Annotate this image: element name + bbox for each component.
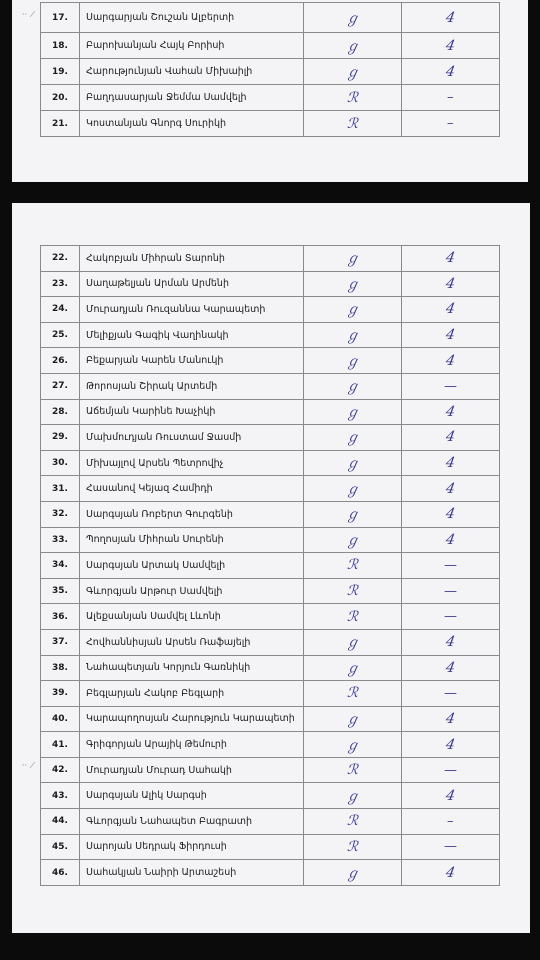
row-number-cell — [41, 629, 80, 655]
student-name: Նահապետյան Կորյուն Գառնիկի — [86, 662, 251, 674]
handwritten-grade: 4 — [444, 301, 457, 318]
row-number-cell — [41, 322, 80, 348]
student-name: Սաղաթելյան Արման Արմենի — [86, 278, 229, 290]
handwritten-mark-cell — [304, 476, 402, 502]
student-name: Ալեքսանյան Սամվել Լևոնի — [86, 611, 221, 623]
handwritten-mark-cell — [304, 297, 402, 323]
handwritten-grade: — — [442, 557, 459, 573]
table-row — [41, 604, 500, 630]
row-number: 24. — [52, 304, 68, 315]
handwritten-grade-cell — [402, 33, 500, 59]
student-name: Գրիգորյան Արայիկ Թեմուրի — [86, 739, 227, 751]
handwritten-grade-cell — [402, 450, 500, 476]
row-number-cell — [41, 553, 80, 579]
handwritten-mark-cell — [304, 3, 402, 33]
handwritten-mark-cell — [304, 59, 402, 85]
handwritten-grade: 4 — [444, 864, 457, 881]
handwritten-mark-cell — [304, 783, 402, 809]
student-name: Կարապողոսյան Հարություն Կարապետի — [86, 713, 295, 725]
handwritten-grade-cell — [402, 757, 500, 783]
handwritten-grade-cell — [402, 706, 500, 732]
handwritten-mark-cell — [304, 271, 402, 297]
student-name-cell — [80, 450, 304, 476]
handwritten-grade-cell — [402, 629, 500, 655]
student-name-cell — [80, 706, 304, 732]
row-number-cell — [41, 373, 80, 399]
handwritten-grade-cell — [402, 604, 500, 630]
handwritten-grade: – — [445, 116, 456, 131]
handwritten-mark-cell — [304, 425, 402, 451]
student-name: Մուրադյան Մուրադ Սահակի — [86, 764, 232, 776]
student-name-cell — [80, 553, 304, 579]
student-name: Բարոխանյան Հայկ Բորիսի — [86, 40, 225, 51]
handwritten-mark: ℛ — [346, 685, 359, 702]
student-name-cell — [80, 59, 304, 85]
student-name: Միխայլով Արսեն Պետրովիչ — [86, 457, 224, 469]
student-name-cell — [80, 271, 304, 297]
handwritten-grade-cell — [402, 111, 500, 137]
row-number-cell — [41, 246, 80, 272]
handwritten-mark: ℊ — [345, 404, 360, 421]
student-name-cell — [80, 578, 304, 604]
row-number: 37. — [52, 637, 68, 648]
student-name: Թորոսյան Շիրակ Արտեմի — [86, 380, 218, 392]
row-number-cell — [41, 501, 80, 527]
handwritten-mark: ℊ — [345, 328, 360, 345]
student-name-cell — [80, 629, 304, 655]
table-row — [41, 629, 500, 655]
student-name: Մախմուդյան Ռուստամ Ջասմի — [86, 431, 242, 443]
student-name: Մուրադյան Ռուզաննա Կարապետի — [86, 303, 266, 315]
handwritten-mark: ℊ — [345, 276, 360, 293]
handwritten-mark-cell — [304, 246, 402, 272]
student-name: Սարոյան Սեդրակ Ֆիրդուսի — [86, 841, 227, 853]
row-number: 21. — [52, 118, 68, 129]
row-number-cell — [41, 348, 80, 374]
document-page-1 — [12, 0, 528, 182]
row-number: 28. — [52, 406, 68, 417]
handwritten-mark: ℊ — [345, 711, 360, 728]
table-row — [41, 706, 500, 732]
table-row — [41, 33, 500, 59]
row-number-cell — [41, 655, 80, 681]
table-row — [41, 59, 500, 85]
handwritten-grade-cell — [402, 732, 500, 758]
table-row — [41, 348, 500, 374]
handwritten-mark: ℊ — [345, 379, 360, 396]
handwritten-mark-cell — [304, 681, 402, 707]
handwritten-mark-cell — [304, 399, 402, 425]
table-row — [41, 476, 500, 502]
table-row — [41, 399, 500, 425]
table-row — [41, 246, 500, 272]
student-name: Հովհաննիսյան Արսեն Ռաֆայելի — [86, 636, 251, 648]
row-number: 44. — [52, 816, 68, 827]
handwritten-mark-cell — [304, 373, 402, 399]
handwritten-grade: 4 — [444, 63, 457, 80]
student-name-cell — [80, 399, 304, 425]
row-number-cell — [41, 732, 80, 758]
handwritten-mark: ℊ — [345, 430, 360, 447]
row-number: 17. — [52, 12, 68, 23]
table-row — [41, 809, 500, 835]
handwritten-mark: ℊ — [345, 788, 360, 805]
handwritten-grade-cell — [402, 527, 500, 553]
student-name: Սարգսյան Արտակ Սամվելի — [86, 559, 226, 571]
row-number-cell — [41, 297, 80, 323]
handwritten-grade: — — [442, 685, 459, 701]
row-number-cell — [41, 33, 80, 59]
student-name-cell — [80, 3, 304, 33]
row-number: 46. — [52, 867, 68, 878]
handwritten-grade: 4 — [444, 634, 457, 651]
student-name-cell — [80, 783, 304, 809]
row-number: 22. — [52, 253, 68, 264]
student-name-cell — [80, 322, 304, 348]
handwritten-grade: — — [442, 378, 459, 394]
row-number: 25. — [52, 330, 68, 341]
handwritten-grade: 4 — [444, 531, 457, 548]
handwritten-grade-cell — [402, 246, 500, 272]
handwritten-grade-cell — [402, 373, 500, 399]
roster-table-body — [41, 246, 500, 886]
handwritten-grade: 4 — [444, 352, 457, 369]
table-row — [41, 578, 500, 604]
row-number-cell — [41, 59, 80, 85]
handwritten-grade-cell — [402, 501, 500, 527]
handwritten-grade: 4 — [444, 506, 457, 523]
student-name: Գևորգյան Նահապետ Բագրատի — [86, 815, 253, 827]
handwritten-grade-cell — [402, 3, 500, 33]
handwritten-grade: 4 — [444, 480, 457, 497]
student-name: Հասանով Կեյազ Համիդի — [86, 483, 213, 495]
student-name: Բաղդասարյան Ջեմմա Սամվելի — [86, 92, 247, 103]
row-number-cell — [41, 706, 80, 732]
handwritten-grade-cell — [402, 809, 500, 835]
row-number: 33. — [52, 534, 68, 545]
table-row — [41, 271, 500, 297]
row-number: 34. — [52, 560, 68, 571]
student-name-cell — [80, 527, 304, 553]
handwritten-grade: 4 — [444, 250, 457, 267]
handwritten-grade: — — [442, 609, 459, 625]
student-name: Գևորգյան Արթուր Սամվելի — [86, 585, 223, 597]
handwritten-mark: ℊ — [345, 865, 360, 882]
table-row — [41, 297, 500, 323]
handwritten-mark: ℊ — [345, 456, 360, 473]
handwritten-mark-cell — [304, 85, 402, 111]
handwritten-grade-cell — [402, 297, 500, 323]
handwritten-grade: — — [442, 583, 459, 599]
handwritten-mark: ℛ — [346, 89, 359, 106]
row-number-cell — [41, 85, 80, 111]
row-number-cell — [41, 604, 80, 630]
handwritten-grade-cell — [402, 399, 500, 425]
handwritten-grade: 4 — [444, 659, 457, 676]
handwritten-mark: ℊ — [345, 353, 360, 370]
handwritten-mark: ℊ — [345, 251, 360, 268]
table-row — [41, 111, 500, 137]
handwritten-mark: ℛ — [346, 762, 359, 779]
student-name-cell — [80, 111, 304, 137]
handwritten-grade-cell — [402, 860, 500, 886]
row-number-cell — [41, 860, 80, 886]
row-number: 29. — [52, 432, 68, 443]
handwritten-grade: – — [445, 90, 456, 105]
handwritten-mark: ℊ — [345, 660, 360, 677]
student-name-cell — [80, 809, 304, 835]
row-number: 36. — [52, 611, 68, 622]
row-number-cell — [41, 3, 80, 33]
roster-table — [40, 2, 500, 137]
student-name: Սարգսյան Ալիկ Սարգսի — [86, 790, 207, 802]
row-number: 41. — [52, 739, 68, 750]
handwritten-grade: 4 — [444, 37, 457, 54]
handwritten-grade-cell — [402, 783, 500, 809]
row-number: 38. — [52, 662, 68, 673]
bottom-strip — [0, 940, 540, 960]
margin-mark: ·· ⟋ — [22, 761, 36, 770]
handwritten-mark-cell — [304, 732, 402, 758]
handwritten-grade-cell — [402, 476, 500, 502]
handwritten-mark-cell — [304, 322, 402, 348]
row-number: 23. — [52, 278, 68, 289]
row-number-cell — [41, 476, 80, 502]
student-name: Սարգսյան Ռոբերտ Գուրգենի — [86, 508, 233, 520]
student-name-cell — [80, 501, 304, 527]
margin-mark: ·· ⟋ — [22, 10, 36, 19]
row-number: 20. — [52, 92, 68, 103]
handwritten-grade: 4 — [444, 403, 457, 420]
handwritten-mark-cell — [304, 348, 402, 374]
student-name: Հակոբյան Միհրան Տարոնի — [86, 252, 225, 264]
student-name-cell — [80, 757, 304, 783]
row-number: 35. — [52, 586, 68, 597]
student-name: Մելիքյան Գագիկ Վաղինակի — [86, 329, 229, 341]
row-number-cell — [41, 809, 80, 835]
roster-table — [40, 245, 500, 886]
student-name-cell — [80, 348, 304, 374]
document-page-2 — [12, 203, 530, 933]
student-name-cell — [80, 476, 304, 502]
handwritten-mark: ℊ — [345, 481, 360, 498]
handwritten-mark: ℛ — [346, 115, 359, 132]
table-row — [41, 860, 500, 886]
row-number: 18. — [52, 40, 68, 51]
student-name: Աճեմյան Կարինե Խաչիկի — [86, 406, 216, 418]
student-name-cell — [80, 604, 304, 630]
row-number-cell — [41, 834, 80, 860]
row-number: 26. — [52, 355, 68, 366]
table-row — [41, 85, 500, 111]
student-name-cell — [80, 85, 304, 111]
handwritten-mark: ℊ — [345, 532, 360, 549]
student-name-cell — [80, 834, 304, 860]
student-name-cell — [80, 297, 304, 323]
table-row — [41, 757, 500, 783]
row-number: 45. — [52, 841, 68, 852]
row-number: 42. — [52, 765, 68, 776]
table-row — [41, 553, 500, 579]
handwritten-grade-cell — [402, 834, 500, 860]
handwritten-grade: 4 — [444, 736, 457, 753]
handwritten-mark-cell — [304, 450, 402, 476]
table-row — [41, 501, 500, 527]
row-number-cell — [41, 425, 80, 451]
table-row — [41, 783, 500, 809]
student-name: Բեգլարյան Հակոբ Բեգլարի — [86, 687, 225, 699]
table-row — [41, 681, 500, 707]
handwritten-mark-cell — [304, 111, 402, 137]
row-number-cell — [41, 681, 80, 707]
row-number: 31. — [52, 483, 68, 494]
row-number-cell — [41, 527, 80, 553]
handwritten-grade-cell — [402, 681, 500, 707]
row-number: 19. — [52, 66, 68, 77]
handwritten-mark-cell — [304, 757, 402, 783]
handwritten-grade: — — [442, 839, 459, 855]
handwritten-grade-cell — [402, 553, 500, 579]
handwritten-grade: 4 — [444, 455, 457, 472]
table-row — [41, 834, 500, 860]
roster-table-body — [41, 3, 500, 137]
handwritten-mark: ℊ — [345, 737, 360, 754]
handwritten-mark: ℛ — [346, 838, 359, 855]
handwritten-grade: 4 — [444, 787, 457, 804]
student-name-cell — [80, 425, 304, 451]
row-number: 32. — [52, 509, 68, 520]
handwritten-grade-cell — [402, 322, 500, 348]
row-number-cell — [41, 450, 80, 476]
handwritten-mark-cell — [304, 33, 402, 59]
handwritten-mark-cell — [304, 834, 402, 860]
row-number: 30. — [52, 458, 68, 469]
handwritten-mark-cell — [304, 604, 402, 630]
student-name: Պողոսյան Միհրան Սուրենի — [86, 534, 224, 546]
handwritten-grade: 4 — [444, 9, 457, 26]
table-row — [41, 3, 500, 33]
student-name-cell — [80, 373, 304, 399]
student-name-cell — [80, 655, 304, 681]
row-number-cell — [41, 271, 80, 297]
table-row — [41, 373, 500, 399]
handwritten-grade-cell — [402, 425, 500, 451]
handwritten-mark-cell — [304, 860, 402, 886]
row-number-cell — [41, 757, 80, 783]
student-name: Սահակյան Նաիրի Արտաշեսի — [86, 867, 237, 879]
table-row — [41, 732, 500, 758]
handwritten-mark: ℛ — [346, 608, 359, 625]
handwritten-grade: 4 — [444, 275, 457, 292]
handwritten-grade-cell — [402, 348, 500, 374]
student-name: Սարգարյան Շուշան Ալբերտի — [86, 12, 235, 23]
student-name-cell — [80, 33, 304, 59]
table-row — [41, 425, 500, 451]
handwritten-grade: 4 — [444, 429, 457, 446]
row-number-cell — [41, 399, 80, 425]
handwritten-mark: ℊ — [345, 10, 360, 27]
row-number-cell — [41, 578, 80, 604]
handwritten-mark: ℊ — [345, 64, 360, 81]
handwritten-mark-cell — [304, 501, 402, 527]
handwritten-grade-cell — [402, 578, 500, 604]
table-row — [41, 322, 500, 348]
table-row — [41, 450, 500, 476]
handwritten-mark-cell — [304, 809, 402, 835]
row-number-cell — [41, 111, 80, 137]
handwritten-mark-cell — [304, 706, 402, 732]
handwritten-mark-cell — [304, 655, 402, 681]
handwritten-grade-cell — [402, 85, 500, 111]
handwritten-grade: — — [442, 762, 459, 778]
handwritten-mark: ℛ — [346, 557, 359, 574]
row-number-cell — [41, 783, 80, 809]
handwritten-mark-cell — [304, 629, 402, 655]
row-number: 43. — [52, 790, 68, 801]
handwritten-mark: ℊ — [345, 507, 360, 524]
handwritten-grade: – — [445, 813, 456, 829]
row-number: 27. — [52, 381, 68, 392]
handwritten-mark: ℛ — [346, 583, 359, 600]
student-name: Հարությունյան Վահան Միխաիլի — [86, 66, 253, 77]
row-number: 39. — [52, 688, 68, 699]
student-name-cell — [80, 732, 304, 758]
handwritten-grade-cell — [402, 655, 500, 681]
handwritten-grade-cell — [402, 271, 500, 297]
handwritten-mark: ℊ — [345, 302, 360, 319]
student-name: Կոստանյան Գնորգ Սուրիկի — [86, 118, 227, 129]
student-name-cell — [80, 681, 304, 707]
handwritten-mark-cell — [304, 578, 402, 604]
handwritten-mark-cell — [304, 553, 402, 579]
handwritten-grade-cell — [402, 59, 500, 85]
handwritten-grade: 4 — [444, 327, 457, 344]
handwritten-mark: ℊ — [345, 38, 360, 55]
student-name-cell — [80, 246, 304, 272]
handwritten-mark: ℛ — [346, 813, 359, 830]
student-name: Բեքարյան Կարեն Մանուկի — [86, 355, 224, 367]
handwritten-mark: ℊ — [345, 635, 360, 652]
student-name-cell — [80, 860, 304, 886]
row-number: 40. — [52, 713, 68, 724]
handwritten-mark-cell — [304, 527, 402, 553]
table-row — [41, 527, 500, 553]
handwritten-grade: 4 — [444, 710, 457, 727]
table-row — [41, 655, 500, 681]
